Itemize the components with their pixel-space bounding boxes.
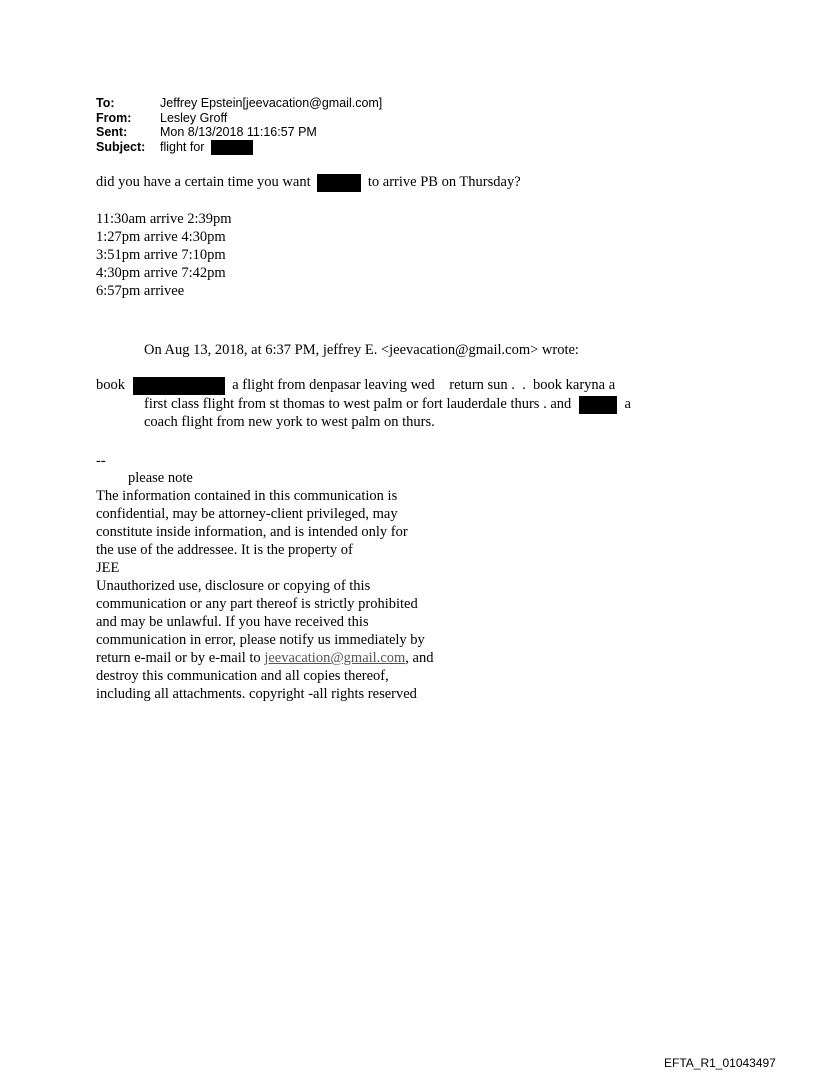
question-after: to arrive PB on Thursday? [367, 174, 521, 190]
please-note: please note [128, 470, 193, 486]
list-item: 6:57pm arrivee [96, 283, 185, 299]
flight-times-list [96, 210, 232, 300]
disclaimer-line: The information contained in this communication is [96, 488, 398, 504]
redaction-block [133, 377, 225, 395]
subject-label: Subject: [96, 139, 146, 154]
disclaimer-line: including all attachments. copyright -all rights reserved [96, 686, 417, 702]
disclaimer-line: constitute inside information, and is intended only for [96, 524, 408, 540]
quoted-line-1 [96, 376, 615, 394]
from-row [96, 111, 382, 126]
sent-label: Sent: [96, 125, 128, 139]
disclaimer-line: JEE [96, 560, 120, 576]
document-id: EFTA_R1_01043497 [664, 1056, 776, 1070]
quoted-line-2-text: first class flight from st thomas to west palm or fort lauderdale thurs . and [144, 396, 572, 412]
from-value: Lesley Groff [160, 110, 228, 125]
disclaimer-line: confidential, may be attorney-client privileged, may [96, 506, 398, 522]
sent-value: Mon 8/13/2018 11:16:57 PM [160, 125, 317, 139]
disclaimer-email-line [96, 649, 433, 667]
question-line [96, 173, 521, 191]
question-before: did you have a certain time you want [96, 174, 311, 190]
from-label: From: [96, 110, 132, 125]
disclaimer-line: communication or any part thereof is strictly prohibited [96, 596, 418, 612]
redaction-block [317, 174, 361, 192]
quoted-line-3: coach flight from new york to west palm on thurs. [144, 414, 435, 430]
list-item: 3:51pm arrive 7:10pm [96, 247, 226, 263]
redaction-block [579, 396, 617, 414]
quoted-intro: On Aug 13, 2018, at 6:37 PM, jeffrey E. <jeevacation@gmail.com> wrote: [144, 342, 579, 358]
disclaimer-line: Unauthorized use, disclosure or copying of this [96, 578, 371, 594]
redaction-block [211, 140, 253, 155]
email-line-before: return e-mail or by e-mail to [96, 650, 265, 666]
to-value: Jeffrey Epstein[jeevacation@gmail.com] [160, 96, 383, 110]
list-item: 11:30am arrive 2:39pm [96, 211, 232, 227]
list-item: 1:27pm arrive 4:30pm [96, 229, 226, 245]
quoted-line-2-end: a [624, 396, 631, 412]
subject-row [96, 140, 382, 155]
email-link[interactable]: jeevacation@gmail.com [264, 650, 406, 666]
sent-row [96, 125, 382, 140]
disclaimer-line: and may be unlawful. If you have received this [96, 614, 369, 630]
email-line-after: , and [405, 650, 434, 666]
quoted-book: book [96, 377, 125, 393]
disclaimer-line: the use of the addressee. It is the property of [96, 542, 353, 558]
quoted-line-1-rest: a flight from denpasar leaving wed return sun . . book karyna a [232, 377, 616, 393]
to-label: To: [96, 96, 115, 110]
signature-dashes: -- [96, 453, 106, 469]
to-row [96, 96, 382, 111]
email-header [96, 96, 382, 154]
list-item: 4:30pm arrive 7:42pm [96, 265, 226, 281]
disclaimer-line: communication in error, please notify us immediately by [96, 632, 425, 648]
disclaimer-line: destroy this communication and all copies thereof, [96, 668, 389, 684]
quoted-line-2 [144, 395, 631, 413]
disclaimer [96, 487, 433, 703]
subject-value: flight for [160, 139, 205, 154]
